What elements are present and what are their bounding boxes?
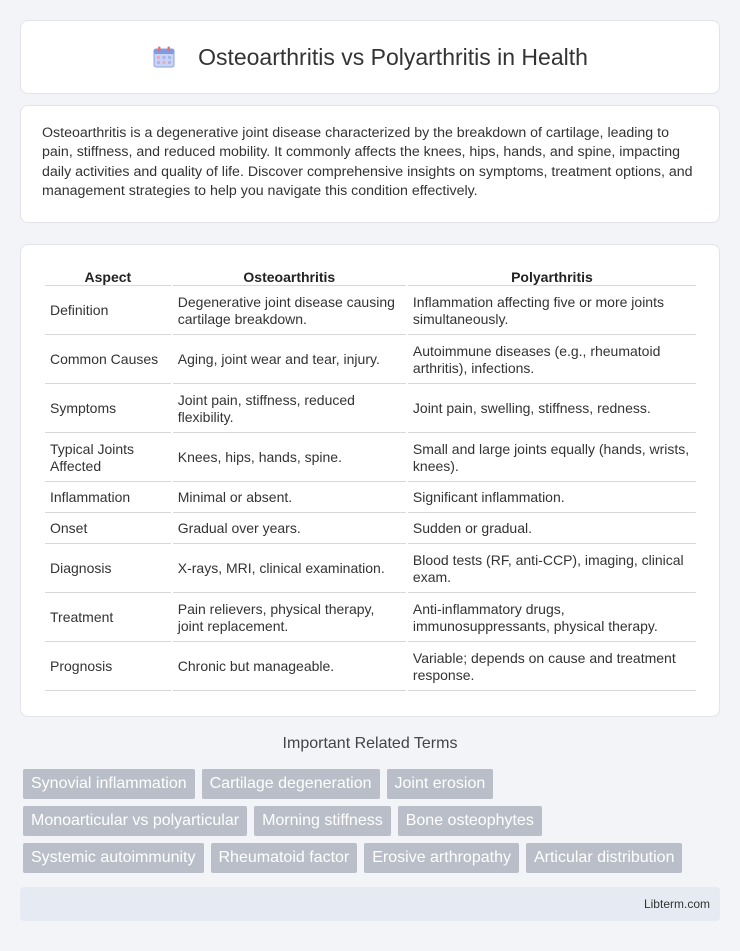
tag-synovial-inflammation[interactable]: Synovial inflammation [23,769,195,799]
tag-bone-osteophytes[interactable]: Bone osteophytes [398,806,542,836]
header-aspect: Aspect [45,265,171,286]
osteoarthritis-cell: Degenerative joint disease causing cartilage breakdown. [173,288,406,335]
calendar-icon [152,45,176,69]
osteoarthritis-cell: Minimal or absent. [173,484,406,513]
polyarthritis-cell: Anti-inflammatory drugs, immunosuppressants, physical therapy. [408,595,696,642]
osteoarthritis-cell: Aging, joint wear and tear, injury. [173,337,406,384]
aspect-cell: Prognosis [45,644,171,691]
tag-cartilage-degeneration[interactable]: Cartilage degeneration [202,769,380,799]
aspect-cell: Common Causes [45,337,171,384]
table-row [45,288,696,335]
polyarthritis-cell: Inflammation affecting five or more joints simultaneously. [408,288,696,335]
related-tags [23,769,723,880]
header-card [20,20,720,94]
table-header-row [45,265,696,286]
polyarthritis-cell: Variable; depends on cause and treatment response. [408,644,696,691]
osteoarthritis-cell: Chronic but manageable. [173,644,406,691]
table-row [45,595,696,642]
aspect-cell: Symptoms [45,386,171,433]
aspect-cell: Definition [45,288,171,335]
polyarthritis-cell: Blood tests (RF, anti-CCP), imaging, clinical exam. [408,546,696,593]
polyarthritis-cell: Sudden or gradual. [408,515,696,544]
tag-erosive-arthropathy[interactable]: Erosive arthropathy [364,843,519,873]
related-terms-title: Important Related Terms [282,735,458,752]
osteoarthritis-cell: Gradual over years. [173,515,406,544]
tag-row [23,806,723,836]
aspect-cell: Inflammation [45,484,171,513]
page-title: Osteoarthritis vs Polyarthritis in Health [198,43,588,70]
osteoarthritis-cell: Pain relievers, physical therapy, joint replacement. [173,595,406,642]
osteoarthritis-cell: X-rays, MRI, clinical examination. [173,546,406,593]
aspect-cell: Diagnosis [45,546,171,593]
table-row [45,644,696,691]
header-polyarthritis: Polyarthritis [408,265,696,286]
footer-site-link[interactable]: Libterm.com [643,897,710,911]
polyarthritis-cell: Significant inflammation. [408,484,696,513]
table-row [45,337,696,384]
aspect-cell: Typical Joints Affected [45,435,171,482]
tag-morning-stiffness[interactable]: Morning stiffness [254,806,391,836]
tag-row [23,843,723,873]
comparison-table [43,263,698,693]
polyarthritis-cell: Joint pain, swelling, stiffness, redness. [408,386,696,433]
tag-systemic-autoimmunity[interactable]: Systemic autoimmunity [23,843,204,873]
osteoarthritis-cell: Joint pain, stiffness, reduced flexibility. [173,386,406,433]
aspect-cell: Treatment [45,595,171,642]
table-row [45,386,696,433]
table-row [45,435,696,482]
intro-card [20,105,720,223]
polyarthritis-cell: Autoimmune diseases (e.g., rheumatoid arthritis), infections. [408,337,696,384]
intro-text: Osteoarthritis is a degenerative joint disease characterized by the breakdown of cartilage, leading to pain, stiffness, and reduced mobility. It commonly affects the knees, hips, hands, and spine, impacting daily activities and quality of life. Discover comprehensive insights on symptoms, treatment options, and management strategies to help you navigate this condition effectively. [42,125,693,200]
table-row [45,515,696,544]
tag-rheumatoid-factor[interactable]: Rheumatoid factor [211,843,358,873]
table-row [45,546,696,593]
related-terms-section [20,735,720,769]
tag-row [23,769,723,799]
tag-joint-erosion[interactable]: Joint erosion [387,769,494,799]
table-row [45,484,696,513]
tag-monoarticular-vs-polyarticular[interactable]: Monoarticular vs polyarticular [23,806,247,836]
aspect-cell: Onset [45,515,171,544]
osteoarthritis-cell: Knees, hips, hands, spine. [173,435,406,482]
footer [20,887,720,921]
header-osteoarthritis: Osteoarthritis [173,265,406,286]
comparison-card [20,244,720,717]
polyarthritis-cell: Small and large joints equally (hands, wrists, knees). [408,435,696,482]
tag-articular-distribution[interactable]: Articular distribution [526,843,683,873]
